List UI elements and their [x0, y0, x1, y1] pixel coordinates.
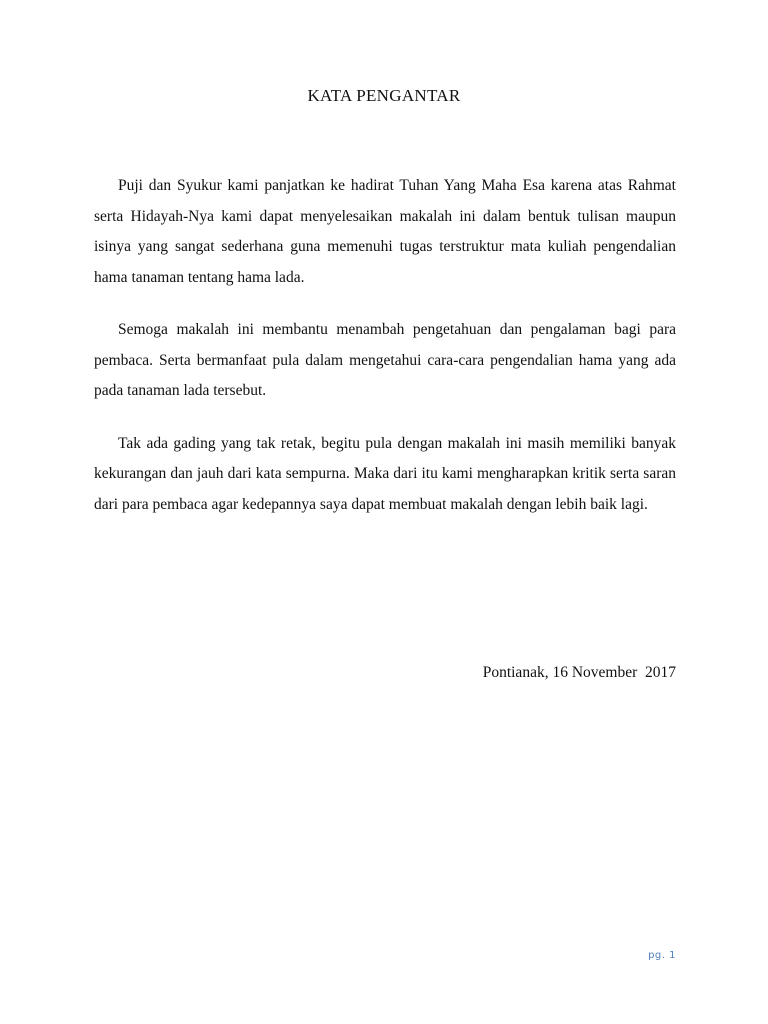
paragraph-2: Semoga makalah ini membantu menambah pengetahuan dan pengalaman bagi para pembaca. Serta bermanfaat pula dalam mengetahui cara-cara pengendalian hama yang ada pada tanaman lada tersebut. [94, 321, 676, 399]
page-number: pg. 1 [648, 950, 676, 961]
body-text [94, 171, 676, 542]
place-date: Pontianak, 16 November 2017 [482, 664, 676, 681]
paragraph-1: Puji dan Syukur kami panjatkan ke hadirat Tuhan Yang Maha Esa karena atas Rahmat serta Hidayah-Nya kami dapat menyelesaikan makalah ini dalam bentuk tulisan maupun isinya yang sangat sederhana guna memenuhi tugas terstruktur mata kuliah pengendalian hama tanaman tentang hama lada. [94, 177, 676, 286]
page-title: KATA PENGANTAR [307, 86, 461, 105]
paragraph-3: Tak ada gading yang tak retak, begitu pula dengan makalah ini masih memiliki banyak kekurangan dan jauh dari kata sempurna. Maka dari itu kami mengharapkan kritik serta saran dari para pembaca agar kedepannya saya dapat membuat makalah dengan lebih baik lagi. [94, 434, 676, 513]
